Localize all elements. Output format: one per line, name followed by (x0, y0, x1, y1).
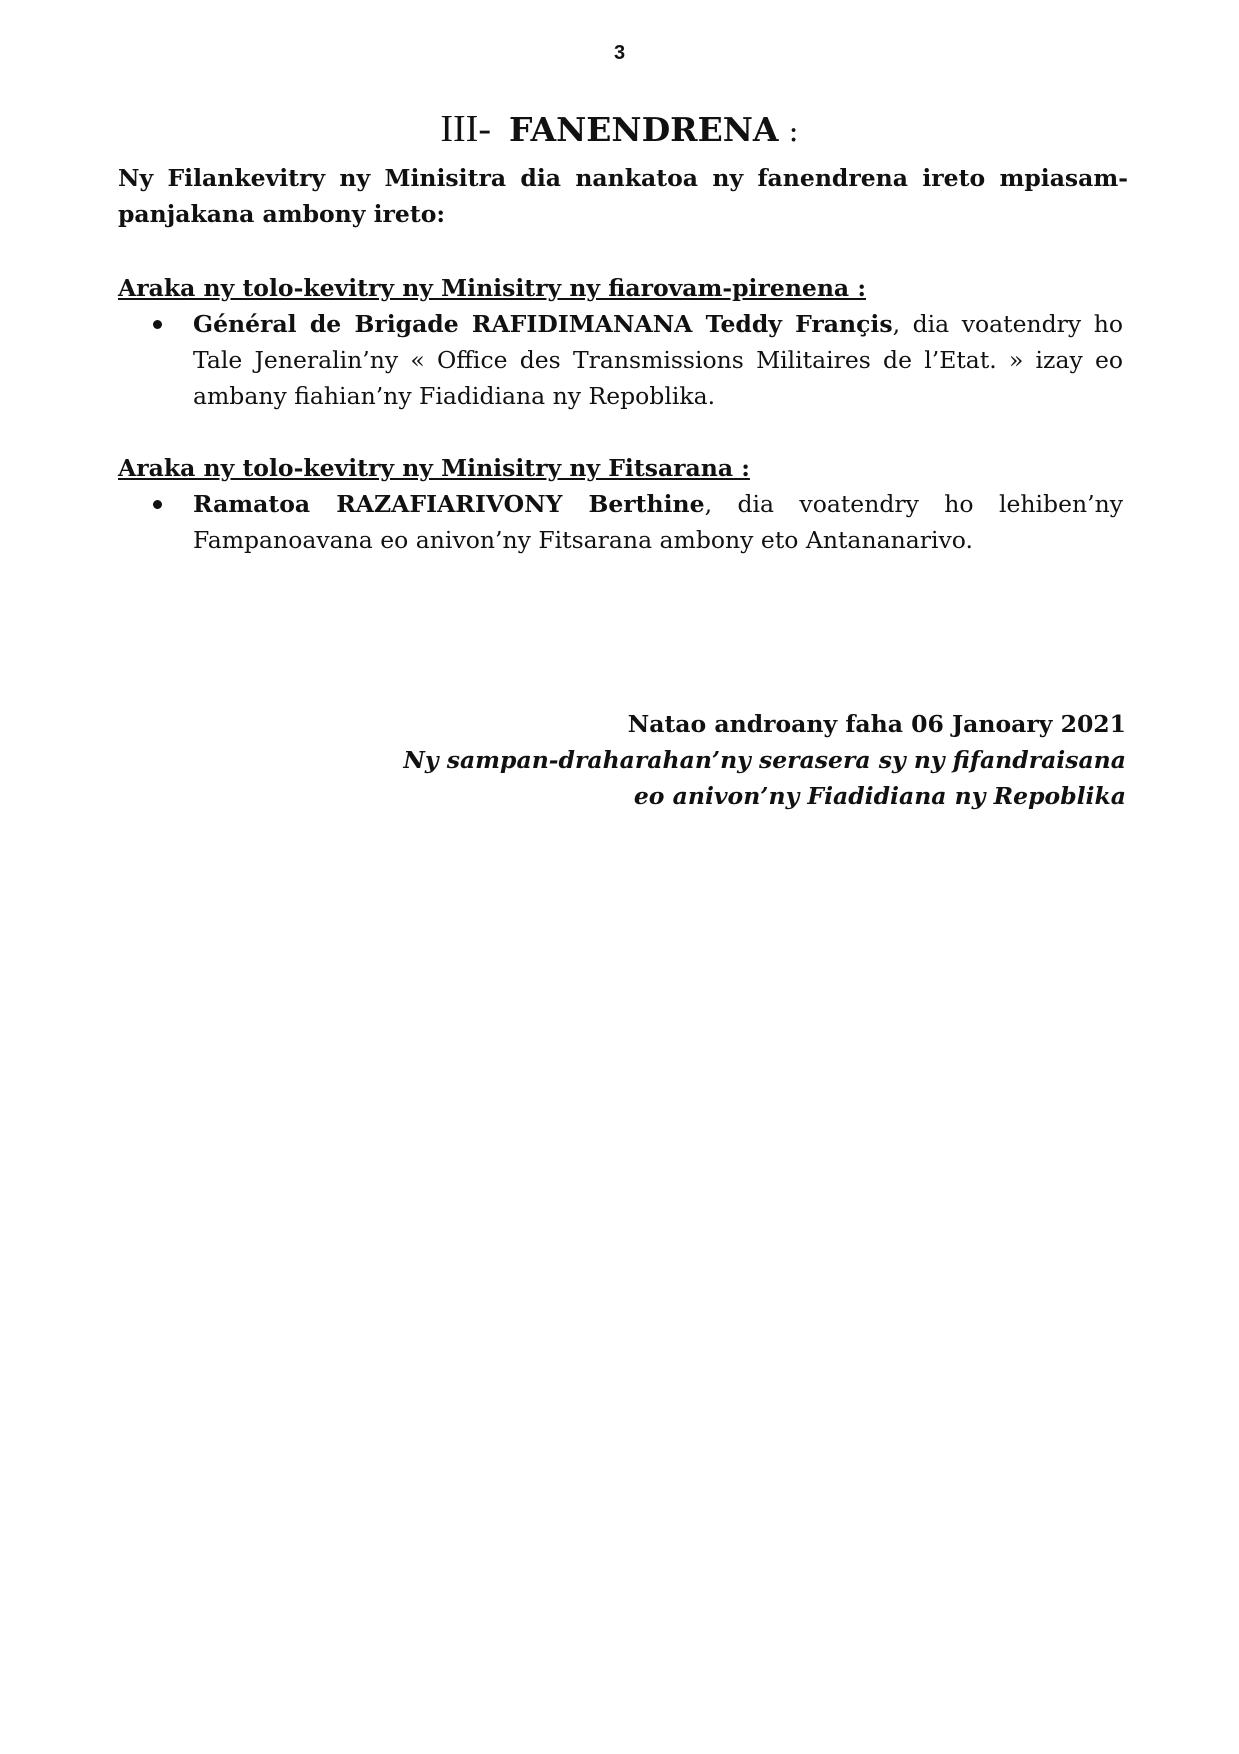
list-item-text (193, 486, 1123, 558)
section-heading (0, 104, 1239, 157)
appointee-name: Général de Brigade RAFIDIMANANA Teddy Françis (193, 310, 893, 338)
heading-colon: : (788, 114, 799, 149)
intro-paragraph: Ny Filankevitry ny Minisitra dia nankatoa ny fanendrena ireto mpiasam-panjakana ambony ireto: (118, 164, 1128, 228)
section-title-defense: Araka ny tolo-kevitry ny Minisitry ny fiarovam-pirenena : (118, 274, 867, 302)
heading-title: FANENDRENA (508, 110, 779, 149)
signature-office: Ny sampan-draharahan’ny serasera sy ny fifandraisana (403, 746, 1126, 774)
signature-block (403, 706, 1126, 814)
list-item-text (193, 306, 1123, 414)
appointee-name: Ramatoa RAZAFIARIVONY Berthine (193, 490, 705, 518)
bullet-icon (153, 500, 162, 509)
section-title-justice: Araka ny tolo-kevitry ny Minisitry ny Fitsarana : (118, 454, 750, 482)
page-number: 3 (613, 42, 626, 64)
heading-number: III- (440, 108, 491, 150)
bullet-icon (153, 320, 162, 329)
signature-office-location: eo anivon’ny Fiadidiana ny Repoblika (633, 782, 1126, 810)
appointment-text: , dia voatendry ho lehiben’ny Fampanoavana eo anivon’ny Fitsarana ambony eto Antananarivo. (193, 490, 1123, 554)
appointment-text: , dia voatendry ho Tale Jeneralin’ny « Office des Transmissions Militaires de l’Etat. » izay eo ambany fiahian’ny Fiadidiana ny Repoblika. (193, 310, 1123, 410)
signature-date: Natao androany faha 06 Janoary 2021 (627, 710, 1126, 738)
